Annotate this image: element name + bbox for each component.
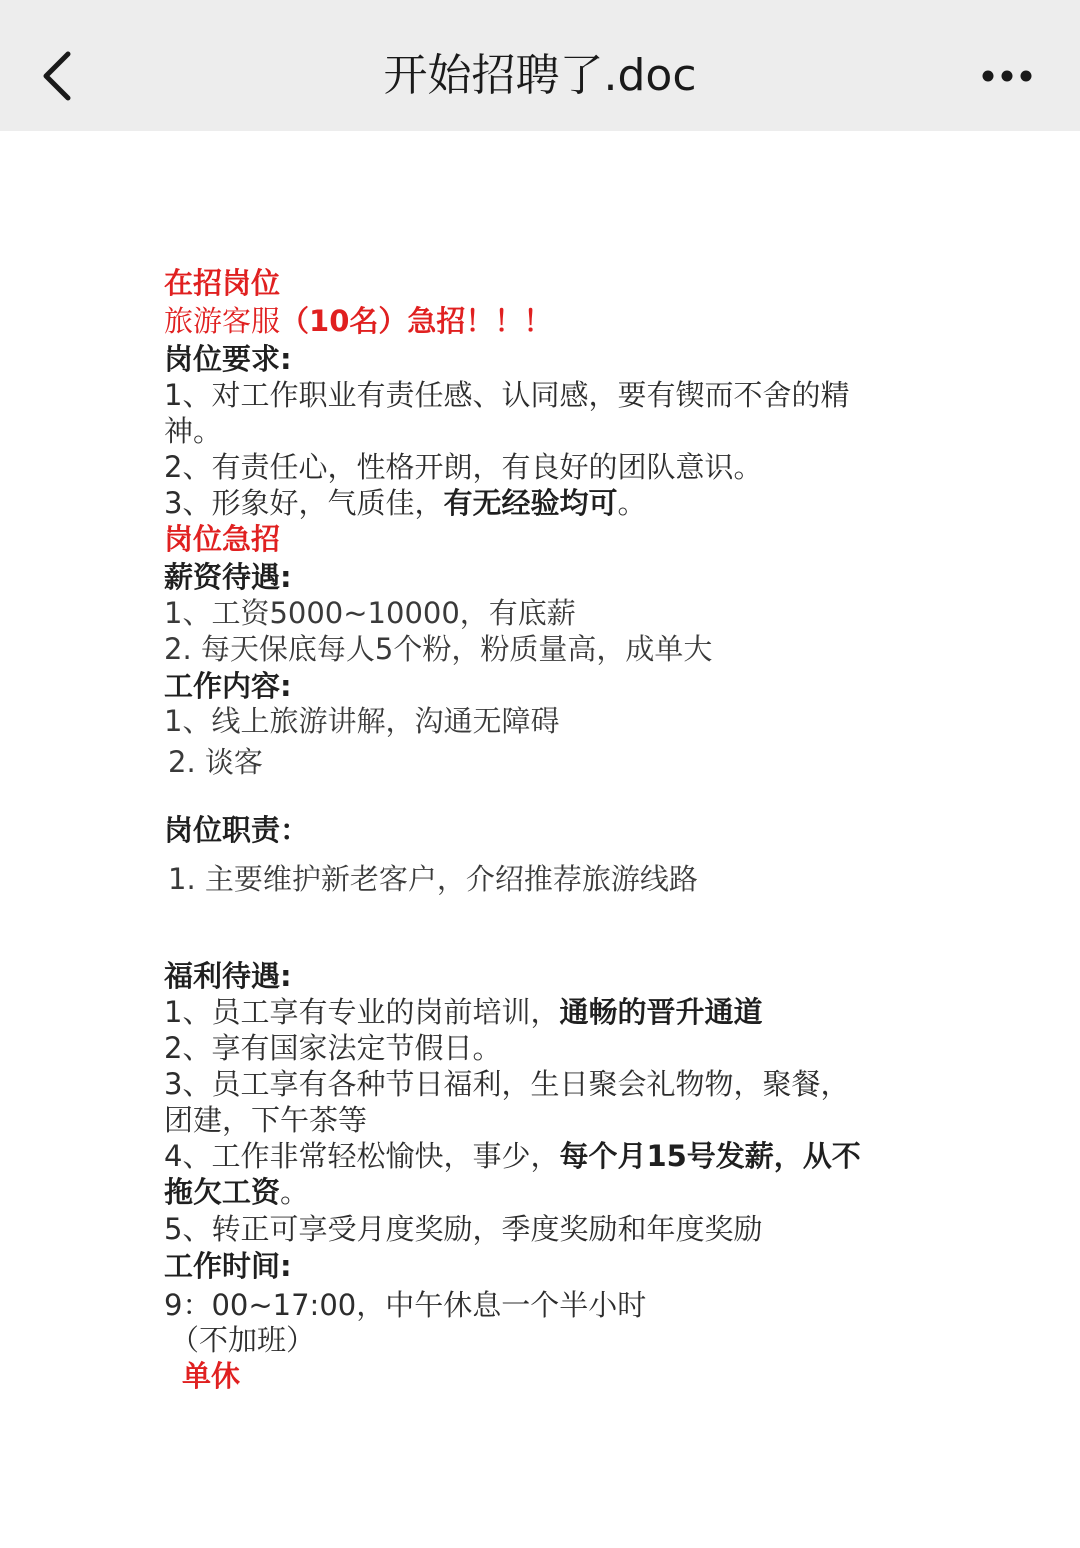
benefit-3a: 3、员工享有各种节日福利，生日聚会礼物物，聚餐， bbox=[164, 1067, 850, 1101]
benefit-4-highlight-cont: 拖欠工资 bbox=[164, 1175, 281, 1209]
benefit-2: 2、享有国家法定节假日。 bbox=[164, 1031, 502, 1065]
benefits-heading: 福利待遇: bbox=[164, 959, 292, 993]
top-navigation-bar bbox=[0, 0, 1080, 131]
work-time-no-overtime: （不加班） bbox=[170, 1323, 316, 1357]
section-title-open-positions: 在招岗位 bbox=[164, 266, 281, 300]
work-content-item-2: 2. 谈客 bbox=[168, 745, 263, 779]
benefit-5: 5、转正可享受月度奖励，季度奖励和年度奖励 bbox=[164, 1212, 763, 1246]
requirement-1b: 神。 bbox=[164, 414, 223, 448]
job-title-line bbox=[164, 302, 552, 340]
benefit-4-text: 4、工作非常轻松愉快，事少， bbox=[164, 1139, 560, 1173]
duty-item-1: 1. 主要维护新老客户，介绍推荐旅游线路 bbox=[168, 862, 698, 896]
salary-heading: 薪资待遇: bbox=[164, 560, 292, 594]
benefit-4a bbox=[164, 1137, 861, 1175]
requirement-1a: 1、对工作职业有责任感、认同感，要有锲而不舍的精 bbox=[164, 378, 850, 412]
work-content-heading: 工作内容: bbox=[164, 669, 292, 703]
work-content-item-1: 1、线上旅游讲解，沟通无障碍 bbox=[164, 704, 560, 738]
work-time-hours: 9：00~17:00，中午休息一个半小时 bbox=[164, 1288, 647, 1322]
benefit-4b bbox=[164, 1173, 309, 1211]
more-button[interactable] bbox=[972, 56, 1042, 96]
document-title: 开始招聘了.doc bbox=[383, 50, 697, 101]
work-time-heading: 工作时间: bbox=[164, 1249, 292, 1283]
benefit-1 bbox=[164, 993, 762, 1031]
benefit-1-text: 1、员工享有专业的岗前培训， bbox=[164, 995, 560, 1029]
benefit-4-end: 。 bbox=[280, 1175, 310, 1209]
requirements-heading: 岗位要求: bbox=[164, 342, 292, 376]
requirement-3-bold: 有无经验均可 bbox=[443, 486, 618, 520]
more-horizontal-icon bbox=[972, 56, 1042, 96]
salary-item-1: 1、工资5000~10000，有底薪 bbox=[164, 596, 576, 630]
job-urgent-count: （10名）急招！！！ bbox=[280, 304, 553, 338]
benefit-3b: 团建，下午茶等 bbox=[164, 1103, 368, 1137]
requirement-3-text: 3、形象好，气质佳， bbox=[164, 486, 444, 520]
salary-item-2: 2. 每天保底每人5个粉，粉质量高，成单大 bbox=[164, 632, 713, 666]
requirement-2: 2、有责任心，性格开朗，有良好的团队意识。 bbox=[164, 450, 763, 484]
duties-heading: 岗位职责： bbox=[164, 813, 310, 847]
job-name: 旅游客服 bbox=[164, 304, 281, 338]
requirement-3-end: 。 bbox=[617, 486, 647, 520]
work-time-single-rest: 单休 bbox=[182, 1359, 241, 1393]
requirement-3 bbox=[164, 484, 646, 522]
benefit-1-bold: 通畅的晋升通道 bbox=[559, 995, 763, 1029]
urgent-heading: 岗位急招 bbox=[164, 522, 281, 556]
benefit-4-highlight: 每个月15号发薪，从不 bbox=[559, 1139, 861, 1173]
